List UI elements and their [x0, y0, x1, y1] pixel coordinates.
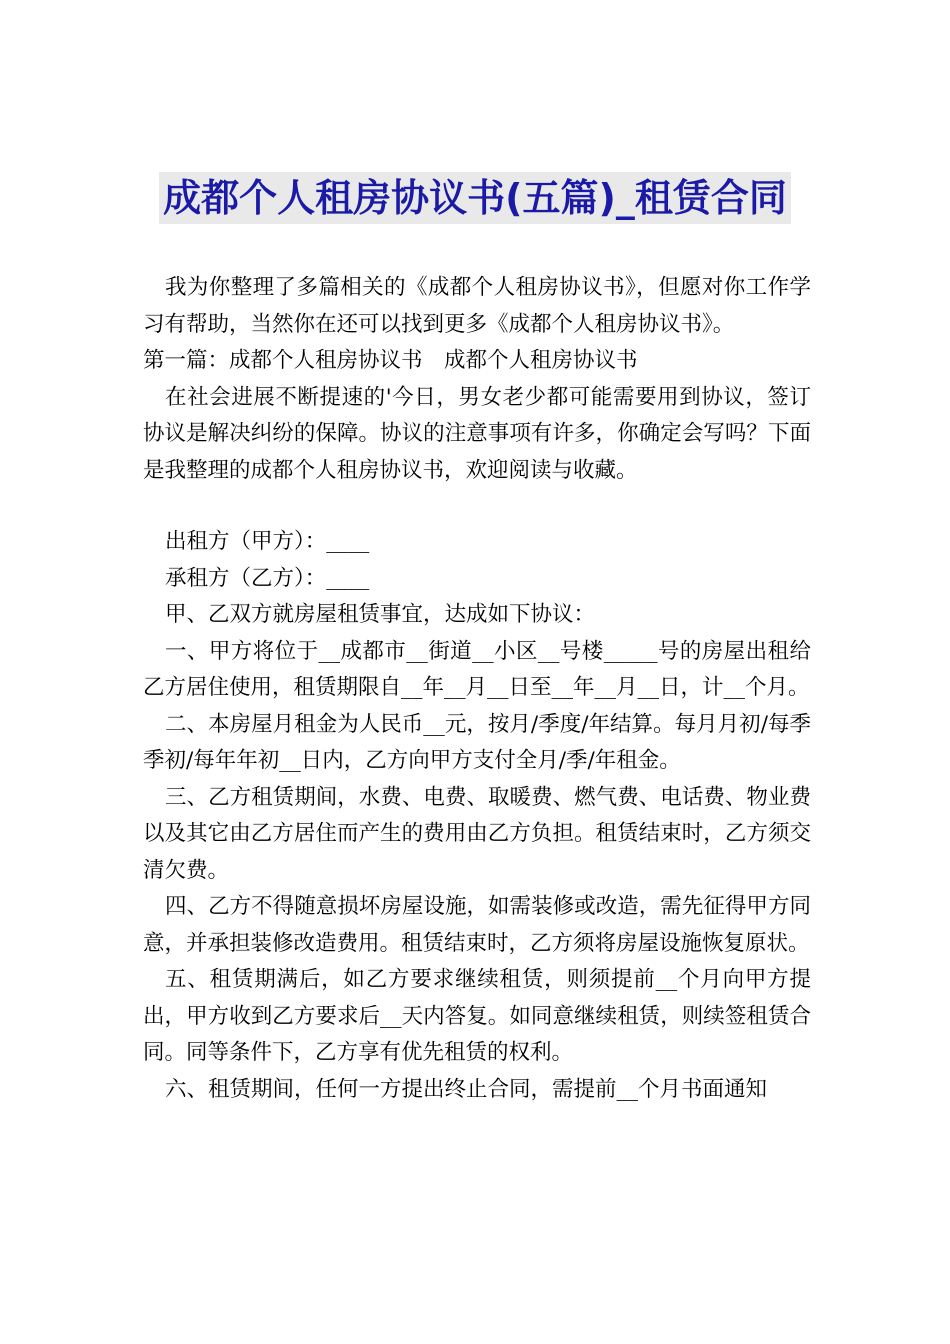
- title-container: [0, 172, 950, 224]
- preface-paragraph: 在社会进展不断提速的'今日，男女老少都可能需要用到协议，签订协议是解决纠纷的保障。协议的注意事项有许多，你确定会写吗？下面是我整理的成都个人租房协议书，欢迎阅读与收藏。: [143, 384, 811, 483]
- clause-6: 六、租赁期间，任何一方提出终止合同，需提前__个月书面通知: [165, 1076, 768, 1102]
- clause-4: 四、乙方不得随意损坏房屋设施，如需装修或改造，需先征得甲方同意，并承担装修改造费用。租赁结束时，乙方须将房屋设施恢复原状。: [143, 894, 811, 956]
- document-body: [143, 270, 811, 1108]
- paragraph-gap: [143, 489, 811, 525]
- lessor-line: 出租方（甲方）：____: [165, 529, 370, 554]
- lessee-line: 承租方（乙方）：____: [165, 565, 370, 591]
- intro-paragraph: 我为你整理了多篇相关的《成都个人租房协议书》，但愿对你工作学习有帮助，当然你在还可以找到更多《成都个人租房协议书》。: [143, 275, 811, 337]
- section-heading: 第一篇：成都个人租房协议书 成都个人租房协议书: [143, 348, 638, 373]
- clause-5: 五、租赁期满后，如乙方要求继续租赁，则须提前__个月向甲方提出，甲方收到乙方要求后__天内答复。如同意继续租赁，则续签租赁合同。同等条件下，乙方享有优先租赁的权利。: [143, 967, 811, 1065]
- agreement-intro: 甲、乙双方就房屋租赁事宜，达成如下协议：: [165, 602, 596, 627]
- clause-3: 三、乙方租赁期间，水费、电费、取暖费、燃气费、电话费、物业费以及其它由乙方居住而产生的费用由乙方负担。租赁结束时，乙方须交清欠费。: [143, 784, 811, 883]
- document-title: 成都个人租房协议书(五篇)_租赁合同: [159, 172, 791, 224]
- clause-2: 二、本房屋月租金为人民币__元，按月/季度/年结算。每月月初/每季季初/每年年初__日内，乙方向甲方支付全月/季/年租金。: [143, 711, 811, 773]
- clause-1: 一、甲方将位于__成都市__街道__小区__号楼_____号的房屋出租给乙方居住使用，租赁期限自__年__月__日至__年__月__日，计__个月。: [143, 638, 811, 700]
